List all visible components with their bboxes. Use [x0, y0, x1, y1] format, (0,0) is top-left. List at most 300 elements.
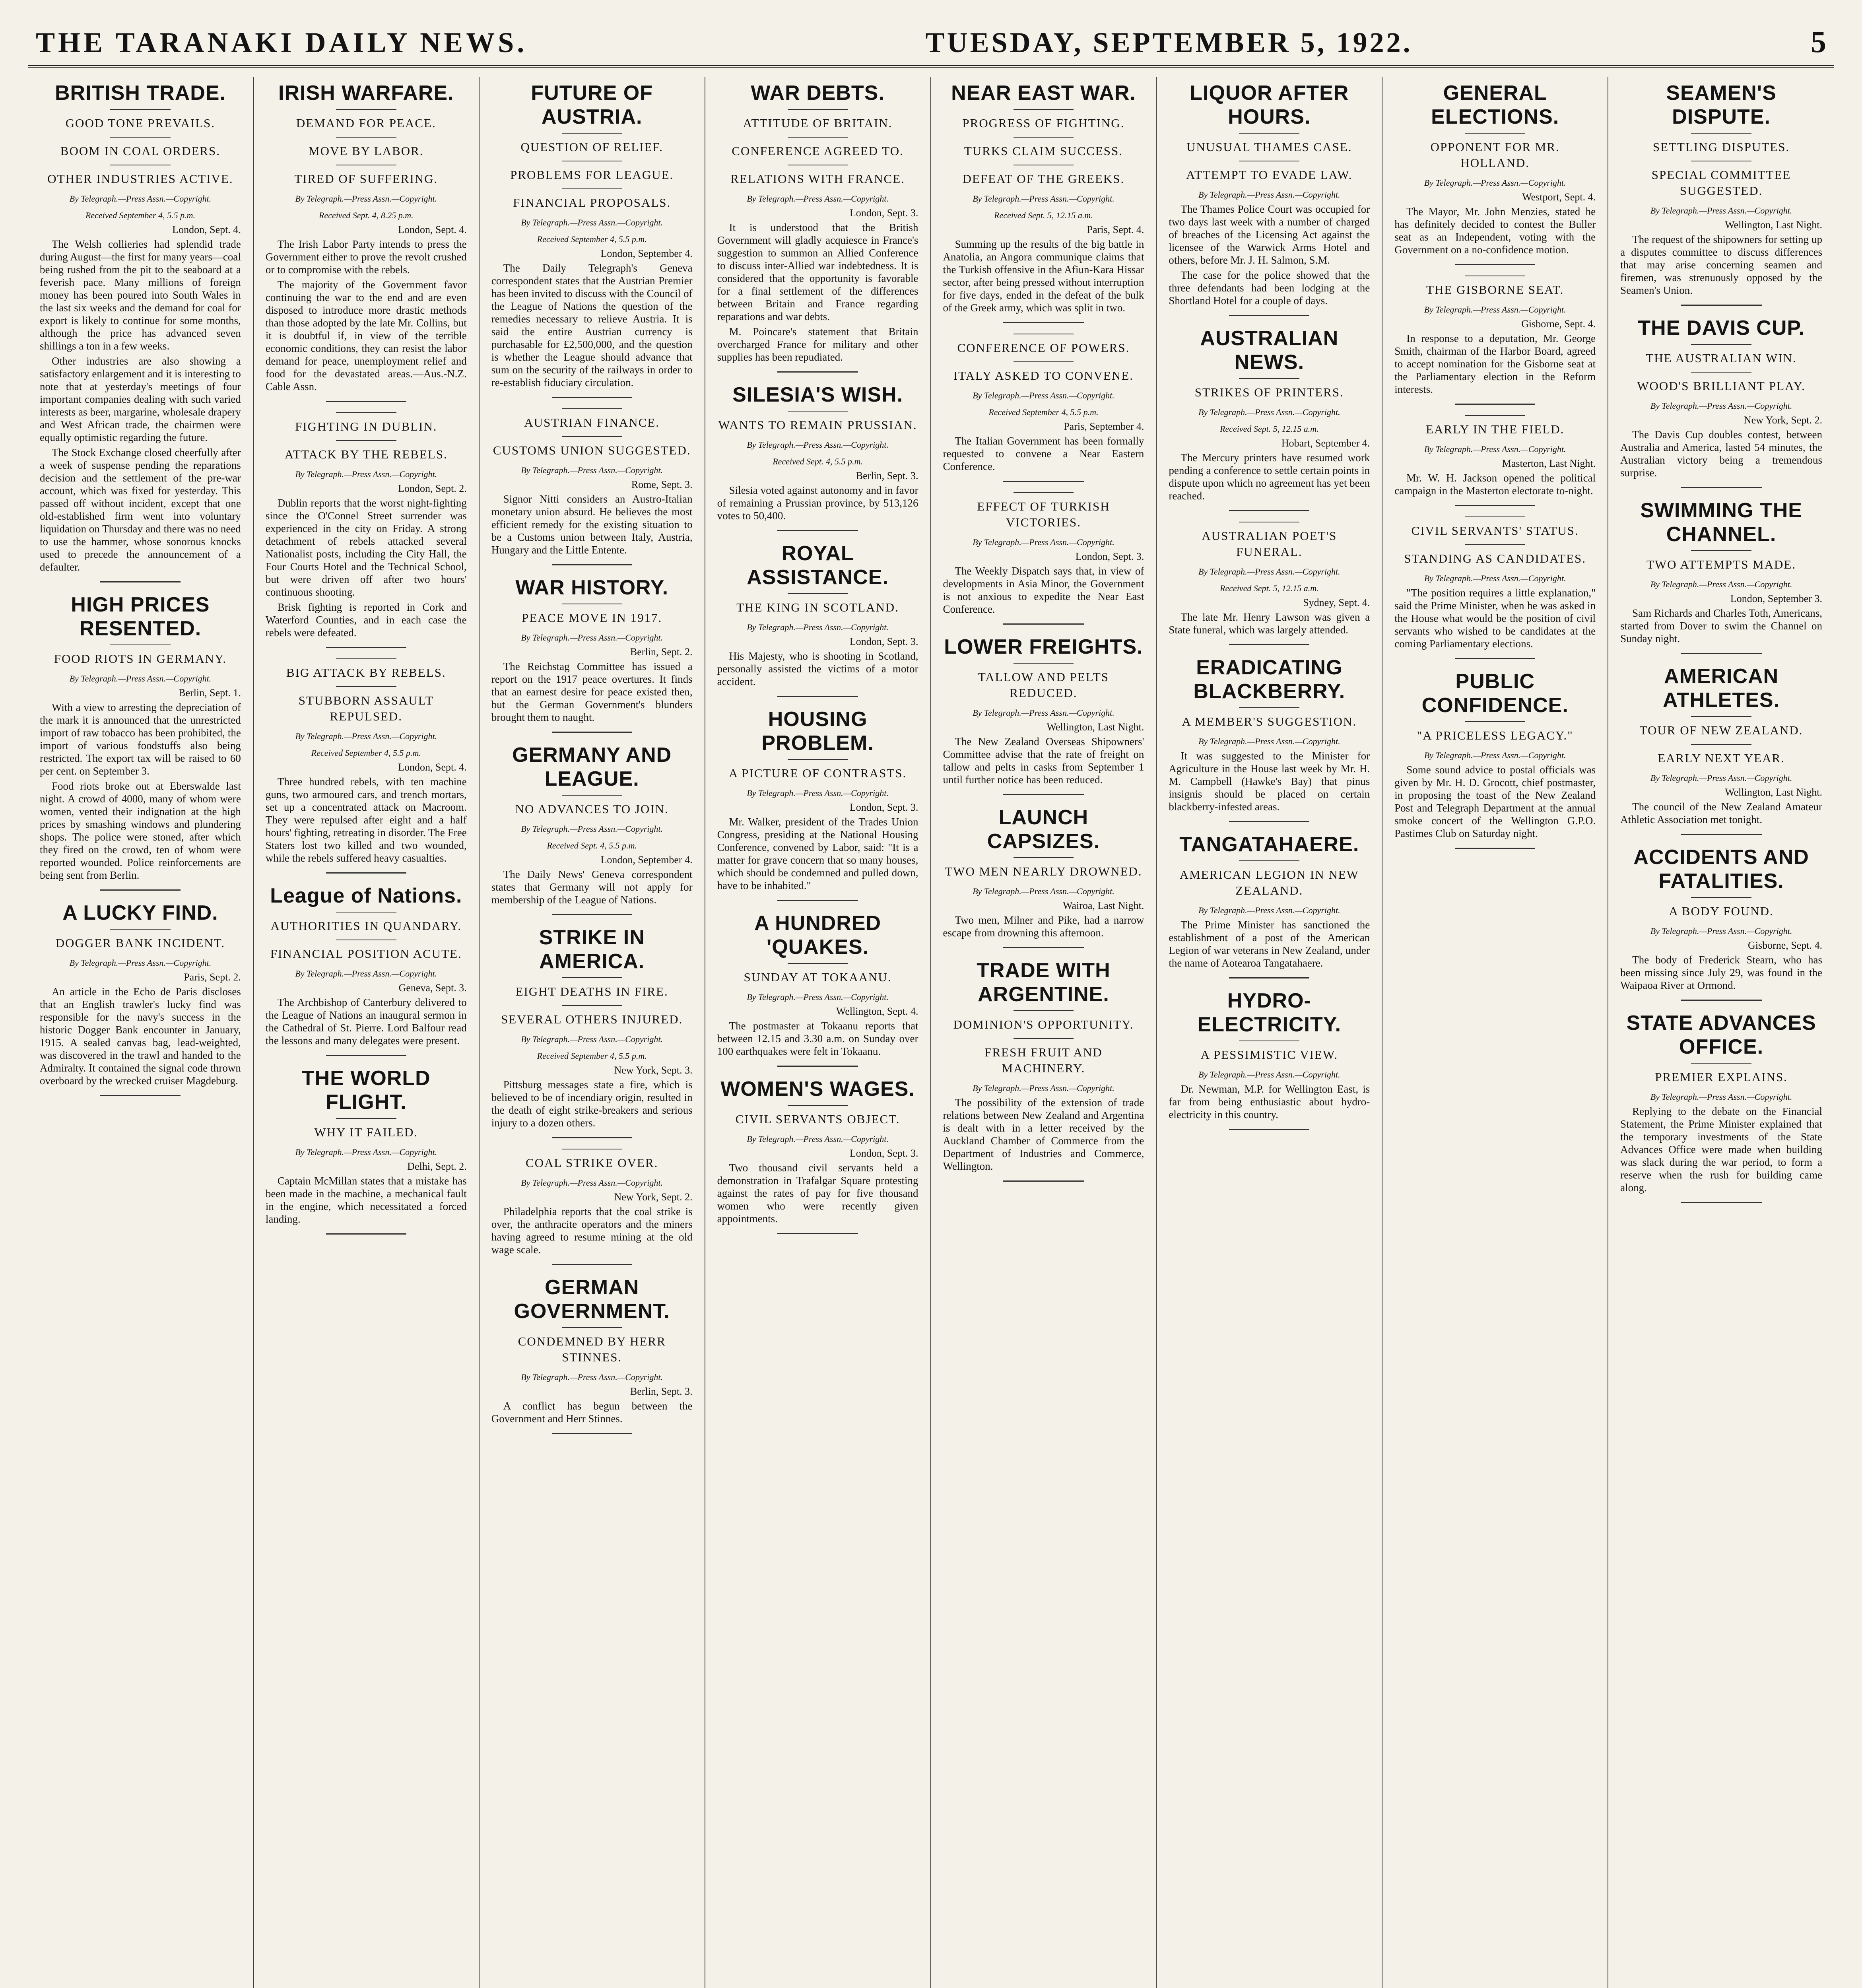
news-columns — [28, 77, 1834, 1988]
byline: By Telegraph.—Press Assn.—Copyright. — [1198, 190, 1340, 200]
article-deck: DOMINION'S OPPORTUNITY. — [953, 1017, 1134, 1031]
body-paragraph: M. Poincare's statement that Britain overcharged France for military and other supplies has been repudiated. — [717, 326, 918, 363]
byline: By Telegraph.—Press Assn.—Copyright. — [973, 390, 1114, 400]
article — [717, 1077, 918, 1234]
article-end-rule — [1681, 1202, 1761, 1203]
article-deck: EFFECT OF TURKISH VICTORIES. — [977, 499, 1110, 529]
article-end-rule — [326, 1055, 406, 1056]
body-paragraph: Signor Nitti considers an Austro-Italian monetary union absurd. He believes the most efficient remedy for the existing situation to be a Customs union between Italy, Austria, Hungary and the Little Entente. — [491, 493, 693, 556]
deck-divider — [1239, 378, 1299, 379]
body-paragraph: The Reichstag Committee has issued a report on the 1917 peace overtures. It finds that an earnest desire for peace existed then, but the German Government's blunders brought them to naught. — [491, 660, 693, 723]
article-deck: AUSTRALIAN POET'S FUNERAL. — [1202, 529, 1337, 559]
deck-divider — [336, 658, 396, 659]
article-deck: EARLY IN THE FIELD. — [1426, 422, 1565, 436]
article-deck: FINANCIAL POSITION ACUTE. — [270, 947, 462, 961]
article-body — [943, 435, 1144, 473]
article — [491, 576, 693, 733]
article-end-rule — [777, 371, 858, 373]
dateline: Wellington, Sept. 4. — [836, 1006, 918, 1017]
byline: By Telegraph.—Press Assn.—Copyright. — [521, 217, 663, 227]
article-deck: TURKS CLAIM SUCCESS. — [964, 144, 1123, 158]
deck-divider — [562, 795, 622, 796]
dateline: Gisborne, Sept. 4. — [1747, 940, 1822, 951]
article — [1394, 81, 1596, 265]
byline: By Telegraph.—Press Assn.—Copyright. — [1650, 206, 1792, 215]
dateline: London, September 4. — [600, 854, 693, 866]
deck-divider — [1691, 344, 1751, 345]
article-deck: THE AUSTRALIAN WIN. — [1646, 351, 1797, 365]
dateline: London, Sept. 2. — [398, 483, 467, 494]
article-end-rule — [326, 401, 406, 402]
byline: By Telegraph.—Press Assn.—Copyright. — [747, 1134, 889, 1144]
article-headline: TANGATAHAERE. — [1179, 833, 1359, 856]
article-headline: WOMEN'S WAGES. — [720, 1077, 915, 1101]
dateline: Hobart, September 4. — [1281, 437, 1370, 449]
body-paragraph: Dublin reports that the worst night-fighting since the O'Connel Street surrender was experienced in the city on Friday. A strong detachment of rebels attacked several Nationalist posts, including the City Hall, the Four Courts Hotel and the Technical School, but were driven off after two hours' continuous shooting. — [265, 497, 467, 598]
article-headline: SILESIA'S WISH. — [732, 383, 903, 406]
article — [40, 81, 241, 582]
article-deck: EIGHT DEATHS IN FIRE. — [515, 984, 668, 998]
body-paragraph: Two men, Milner and Pike, had a narrow escape from drowning this afternoon. — [943, 914, 1144, 939]
column — [254, 77, 480, 1988]
article-end-rule — [777, 530, 858, 531]
article-end-rule — [552, 397, 632, 398]
byline: By Telegraph.—Press Assn.—Copyright. — [1198, 567, 1340, 577]
article-headline: ROYAL ASSISTANCE. — [747, 542, 889, 589]
article-deck: EARLY NEXT YEAR. — [1658, 751, 1785, 765]
article-deck: CUSTOMS UNION SUGGESTED. — [493, 443, 691, 457]
article-body — [1169, 1083, 1370, 1121]
deck-divider — [788, 593, 848, 594]
deck-divider — [336, 137, 396, 138]
article-body — [266, 238, 467, 393]
deck-divider — [1691, 550, 1751, 551]
body-paragraph: The Thames Police Court was occupied for two days last week with a number of charged of breaches of the Licensing Act against the licensee of the Warwick Arms Hotel and others, before Mr. J. H. Salmon, S.M. — [1169, 203, 1370, 266]
article-deck: CONFERENCE AGREED TO. — [732, 144, 904, 158]
byline: By Telegraph.—Press Assn.—Copyright. — [69, 674, 212, 683]
article-body — [1620, 428, 1822, 479]
article — [1169, 522, 1370, 645]
deck-divider — [1239, 860, 1299, 861]
article-end-rule — [1455, 848, 1535, 849]
article-deck: CONDEMNED BY HERR STINNES. — [518, 1334, 666, 1364]
deck-divider — [1239, 133, 1299, 134]
deck-divider — [336, 109, 396, 110]
byline: By Telegraph.—Press Assn.—Copyright. — [1650, 1092, 1792, 1102]
received-line: Received Sept. 5, 12.15 a.m. — [994, 210, 1093, 220]
deck-divider — [788, 411, 848, 412]
body-paragraph: The Mercury printers have resumed work pending a conference to settle certain points in dispute upon which no agreement has yet been reached. — [1169, 452, 1370, 502]
article-headline: ACCIDENTS AND FATALITIES. — [1633, 846, 1809, 893]
article-body — [943, 914, 1144, 939]
body-paragraph: In response to a deputation, Mr. George Smith, chairman of the Harbor Board, agreed to accept nomination for the Gisborne seat at the Parliamentary election in the Reform interests. — [1394, 332, 1596, 395]
deck-divider — [110, 109, 171, 110]
column — [1608, 77, 1834, 1988]
article-deck: NO ADVANCES TO JOIN. — [515, 802, 669, 816]
deck-divider — [336, 1118, 396, 1119]
article-headline: STRIKE IN AMERICA. — [539, 926, 645, 973]
article-deck: AUSTRIAN FINANCE. — [524, 415, 660, 429]
article-deck: TWO MEN NEARLY DROWNED. — [945, 864, 1142, 878]
deck-divider — [788, 137, 848, 138]
dateline: Paris, Sept. 4. — [1087, 224, 1144, 235]
article-end-rule — [552, 1433, 632, 1434]
byline: By Telegraph.—Press Assn.—Copyright. — [1424, 573, 1566, 583]
article — [1169, 326, 1370, 511]
byline: By Telegraph.—Press Assn.—Copyright. — [1198, 736, 1340, 746]
article-deck: RELATIONS WITH FRANCE. — [730, 172, 905, 186]
article-deck: TWO ATTEMPTS MADE. — [1646, 557, 1796, 571]
body-paragraph: Three hundred rebels, with ten machine guns, two armoured cars, and trench mortars, set up a concentrated attack on Macroom. They were repulsed after eight and a half hours' fighting, retreating in disorder. The Free Staters lost two killed and two wounded, while the rebels suffered heavy casualties. — [265, 776, 467, 864]
article-headline: GERMAN GOVERNMENT. — [514, 1276, 670, 1323]
article-end-rule — [777, 1233, 858, 1234]
byline: By Telegraph.—Press Assn.—Copyright. — [1424, 750, 1566, 760]
article-end-rule — [777, 1066, 858, 1067]
article — [1620, 664, 1822, 835]
article — [1169, 989, 1370, 1130]
deck-divider — [1465, 133, 1525, 134]
dateline: Berlin, Sept. 1. — [179, 687, 241, 699]
deck-divider — [788, 759, 848, 760]
body-paragraph: The Welsh collieries had splendid trade during August—the first for many years—coal being rushed from the pit to the seaboard at a feverish pace. Many millions of foreign money has been poured into South Wales in the last six weeks and the demand for coal for export is likely to continue for some months, although the price has advanced seven shillings a ton in a few weeks. — [40, 238, 241, 352]
deck-divider — [110, 929, 171, 930]
article-deck: OTHER INDUSTRIES ACTIVE. — [47, 172, 233, 186]
byline: By Telegraph.—Press Assn.—Copyright. — [973, 708, 1114, 718]
body-paragraph: The Weekly Dispatch says that, in view of developments in Asia Minor, the Government is not anxious to expedite the Near East Conference. — [943, 565, 1144, 615]
column — [1382, 77, 1608, 1988]
article-body — [1169, 451, 1370, 502]
article-body — [717, 815, 918, 892]
article-deck: A BODY FOUND. — [1669, 904, 1774, 918]
article-headline: TRADE WITH ARGENTINE. — [977, 959, 1111, 1006]
article-body — [491, 262, 693, 389]
article — [943, 492, 1144, 625]
byline: By Telegraph.—Press Assn.—Copyright. — [1650, 579, 1792, 589]
article-body — [717, 1019, 918, 1058]
body-paragraph: The late Mr. Henry Lawson was given a State funeral, which was largely attended. — [1169, 611, 1370, 636]
deck-divider — [336, 440, 396, 441]
body-paragraph: Silesia voted against autonomy and in favor of remaining a Prussian province, by 513,126 votes to 50,400. — [717, 484, 918, 522]
dateline: London, Sept. 3. — [849, 1147, 918, 1159]
article-headline: AMERICAN ATHLETES. — [1663, 665, 1780, 712]
article-deck: SETTLING DISPUTES. — [1652, 140, 1790, 154]
article — [266, 1066, 467, 1235]
article-end-rule — [1455, 264, 1535, 265]
article-deck: FINANCIAL PROPOSALS. — [513, 196, 671, 210]
article-deck: DOGGER BANK INCIDENT. — [55, 936, 225, 950]
byline: By Telegraph.—Press Assn.—Copyright. — [747, 992, 889, 1002]
received-line: Received Sept. 4, 5.5 p.m. — [773, 456, 863, 466]
article-headline: NEAR EAST WAR. — [951, 82, 1136, 105]
body-paragraph: Food riots broke out at Eberswalde last night. A crowd of 4000, many of whom were women, vented their indignation at the high prices by smashing windows and plundering shops. The police were stoned, after which they fired on the crowd, ten of whom were reported wounded. Police reinforcements are being sent from Berlin. — [40, 780, 241, 881]
article — [491, 743, 693, 915]
article-deck: QUESTION OF RELIEF. — [520, 140, 663, 154]
body-paragraph: Two thousand civil servants held a demonstration in Trafalgar Square protesting against the rates of pay for five thousand women who were recently given appointments. — [717, 1162, 918, 1225]
article-body — [1394, 763, 1596, 840]
article-headline: GERMANY AND LEAGUE. — [512, 744, 672, 790]
article — [717, 383, 918, 531]
byline: By Telegraph.—Press Assn.—Copyright. — [521, 1034, 663, 1044]
article-deck: STRIKES OF PRINTERS. — [1194, 385, 1344, 399]
dateline: London, Sept. 3. — [849, 207, 918, 219]
article — [1394, 670, 1596, 849]
article-end-rule — [326, 1233, 406, 1235]
article-deck: CIVIL SERVANTS OBJECT. — [735, 1112, 900, 1126]
article-end-rule — [1681, 487, 1761, 488]
byline: By Telegraph.—Press Assn.—Copyright. — [295, 469, 437, 479]
byline: By Telegraph.—Press Assn.—Copyright. — [295, 969, 437, 978]
deck-divider — [1014, 1010, 1074, 1011]
article-headline: ERADICATING BLACKBERRY. — [1193, 656, 1346, 703]
article-end-rule — [1229, 821, 1309, 822]
article-end-rule — [1681, 305, 1761, 306]
article — [40, 593, 241, 891]
body-paragraph: The case for the police showed that the three defendants had been lodging at the Shortland Hotel for a couple of days. — [1169, 269, 1370, 307]
article — [266, 884, 467, 1056]
article-end-rule — [552, 732, 632, 733]
article-end-rule — [1003, 623, 1083, 625]
article-end-rule — [1455, 404, 1535, 405]
deck-divider — [1465, 516, 1525, 517]
article-headline: LAUNCH CAPSIZES. — [987, 806, 1100, 853]
dateline: Masterton, Last Night. — [1502, 458, 1596, 469]
dateline: Berlin, Sept. 2. — [630, 646, 693, 658]
dateline: New York, Sept. 2. — [1744, 414, 1822, 426]
article-deck: ATTEMPT TO EVADE LAW. — [1186, 168, 1353, 182]
byline: By Telegraph.—Press Assn.—Copyright. — [295, 194, 437, 204]
article-body — [1620, 233, 1822, 297]
article-deck: PREMIER EXPLAINS. — [1655, 1070, 1788, 1084]
body-paragraph: The postmaster at Tokaanu reports that between 12.15 and 3.30 a.m. on Sunday over 100 earthquakes were felt in Tokaanu. — [717, 1020, 918, 1057]
article — [1620, 316, 1822, 488]
article-deck: ITALY ASKED TO CONVENE. — [953, 369, 1134, 382]
article-headline: WAR DEBTS. — [751, 82, 885, 105]
article-body — [266, 996, 467, 1047]
deck-divider — [1014, 492, 1074, 493]
article-deck: FOOD RIOTS IN GERMANY. — [54, 652, 227, 666]
article — [1394, 276, 1596, 405]
body-paragraph: The council of the New Zealand Amateur Athletic Association met tonight. — [1620, 801, 1822, 825]
article-deck: AMERICAN LEGION IN NEW ZEALAND. — [1179, 868, 1359, 897]
article — [1169, 81, 1370, 316]
deck-divider — [1691, 372, 1751, 373]
byline: By Telegraph.—Press Assn.—Copyright. — [521, 824, 663, 834]
body-paragraph: With a view to arresting the depreciation of the mark it is announced that the unrestricted import of raw tobacco has been prohibited, the import of various foodstuffs also being restricted. The export tax will be raised to 60 per cent. on September 3. — [40, 701, 241, 777]
article-deck: FIGHTING IN DUBLIN. — [295, 419, 437, 433]
byline: By Telegraph.—Press Assn.—Copyright. — [521, 465, 663, 475]
article-deck: BIG ATTACK BY REBELS. — [286, 666, 446, 679]
article-deck: A MEMBER'S SUGGESTION. — [1182, 714, 1357, 728]
deck-divider — [1014, 109, 1074, 110]
article-headline: LIQUOR AFTER HOURS. — [1190, 82, 1349, 128]
article-deck: DEFEAT OF THE GREEKS. — [962, 172, 1125, 186]
article-deck: GOOD TONE PREVAILS. — [65, 116, 216, 130]
received-line: Received Sept. 5, 12.15 a.m. — [1219, 424, 1319, 434]
dateline: London, Sept. 3. — [849, 636, 918, 647]
article-deck: WANTS TO REMAIN PRUSSIAN. — [718, 418, 917, 432]
byline: By Telegraph.—Press Assn.—Copyright. — [1198, 905, 1340, 915]
article-deck: SEVERAL OTHERS INJURED. — [501, 1012, 683, 1026]
deck-divider — [1465, 721, 1525, 722]
article-headline: LOWER FREIGHTS. — [944, 635, 1143, 658]
column — [705, 77, 931, 1988]
article-deck: OPPONENT FOR MR. HOLLAND. — [1430, 140, 1560, 170]
body-paragraph: The Stock Exchange closed cheerfully after a week of suspense pending the reparations decision and the settlement of the pre-war account, which was fixed for yesterday. This passed off without incident, except that one old-established firm went into voluntary liquidation on Thursday and there was no need to use the hammer, whose sonorous knocks used to precede the announcement of a defaulter. — [40, 447, 241, 573]
article — [717, 81, 918, 373]
byline: By Telegraph.—Press Assn.—Copyright. — [973, 537, 1114, 547]
article-headline: PUBLIC CONFIDENCE. — [1421, 670, 1569, 717]
body-paragraph: His Majesty, who is shooting in Scotland, personally assisted the victims of a motor accident. — [717, 650, 918, 687]
article-body — [1394, 205, 1596, 256]
article-deck: PROBLEMS FOR LEAGUE. — [510, 168, 674, 182]
dateline: London, Sept. 4. — [398, 761, 467, 773]
article — [1620, 845, 1822, 1001]
article-end-rule — [552, 914, 632, 915]
article-deck: "A PRICELESS LEGACY." — [1417, 728, 1573, 742]
article-headline: League of Nations. — [270, 884, 462, 907]
article-body — [717, 221, 918, 363]
article-headline: SWIMMING THE CHANNEL. — [1640, 499, 1802, 546]
received-line: Received Sept. 4, 8.25 p.m. — [318, 210, 414, 220]
article-deck: TIRED OF SUFFERING. — [294, 172, 438, 186]
article — [1620, 499, 1822, 654]
column — [28, 77, 254, 1988]
byline: By Telegraph.—Press Assn.—Copyright. — [1424, 444, 1566, 454]
article-deck: DEMAND FOR PEACE. — [296, 116, 436, 130]
article-deck: ATTITUDE OF BRITAIN. — [743, 116, 893, 130]
article-headline: FUTURE OF AUSTRIA. — [531, 82, 653, 128]
article-deck: A PICTURE OF CONTRASTS. — [728, 766, 907, 780]
received-line: Received Sept. 4, 5.5 p.m. — [547, 841, 637, 850]
article-end-rule — [552, 1264, 632, 1265]
deck-divider — [788, 963, 848, 964]
dateline: London, Sept. 3. — [1075, 551, 1144, 562]
article — [943, 959, 1144, 1182]
byline: By Telegraph.—Press Assn.—Copyright. — [521, 1178, 663, 1188]
body-paragraph: The Prime Minister has sanctioned the establishment of a post of the American Legion of war veterans in New Zealand, under the name of Aotearoa Tangatahaere. — [1169, 919, 1370, 969]
article-deck: BOOM IN COAL ORDERS. — [60, 144, 221, 158]
deck-divider — [1014, 663, 1074, 664]
byline: By Telegraph.—Press Assn.—Copyright. — [69, 194, 212, 204]
dateline: Geneva, Sept. 3. — [398, 982, 467, 994]
article-headline: THE WORLD FLIGHT. — [301, 1067, 431, 1114]
article-body — [1620, 1105, 1822, 1194]
body-paragraph: The Daily News' Geneva correspondent states that Germany will not apply for membership of the League of Nations. — [491, 868, 693, 906]
article-deck: ATTACK BY THE REBELS. — [284, 447, 448, 461]
deck-divider — [1014, 857, 1074, 858]
article — [717, 542, 918, 697]
article-end-rule — [1003, 481, 1083, 482]
article-body — [491, 868, 693, 906]
byline: By Telegraph.—Press Assn.—Copyright. — [1424, 305, 1566, 315]
body-paragraph: Pittsburg messages state a fire, which is believed to be of incendiary origin, resulted in the death of eight strike-breakers and serious injury to a dozen others. — [491, 1079, 693, 1129]
byline: By Telegraph.—Press Assn.—Copyright. — [747, 440, 889, 450]
article-deck: SUNDAY AT TOKAANU. — [744, 970, 892, 984]
dateline: Berlin, Sept. 3. — [856, 470, 918, 481]
deck-divider — [562, 188, 622, 189]
article-body — [1394, 332, 1596, 396]
article-headline: HYDRO-ELECTRICITY. — [1197, 989, 1342, 1036]
deck-divider — [1014, 361, 1074, 362]
article — [943, 81, 1144, 323]
deck-divider — [1691, 1063, 1751, 1064]
column — [480, 77, 705, 1988]
article-body — [1620, 953, 1822, 992]
article — [266, 81, 467, 402]
deck-divider — [1465, 544, 1525, 545]
deck-divider — [336, 686, 396, 687]
article-headline: BRITISH TRADE. — [54, 82, 226, 105]
article-deck: CIVIL SERVANTS' STATUS. — [1411, 524, 1579, 538]
body-paragraph: "The position requires a little explanation," said the Prime Minister, when he was asked in the House what would be the position of civil servants who wished to be candidates at the coming Parliamentary elections. — [1394, 587, 1596, 650]
article — [491, 81, 693, 398]
article-headline: IRISH WARFARE. — [278, 82, 454, 105]
deck-divider — [788, 1105, 848, 1106]
article — [491, 1276, 693, 1434]
article-deck: A PESSIMISTIC VIEW. — [1200, 1048, 1338, 1062]
article — [266, 658, 467, 874]
article-end-rule — [1681, 1000, 1761, 1001]
article — [491, 1149, 693, 1265]
article-end-rule — [1229, 977, 1309, 978]
body-paragraph: Summing up the results of the big battle in Anatolia, an Angora communique claims that the Turkish offensive in the Afiun-Kara Hissar sector, after being pressed without interruption for five days, ended in the defeat of the bulk of the Greek army, which was split in two. — [943, 238, 1144, 314]
article-headline: AUSTRALIAN NEWS. — [1200, 327, 1339, 374]
article-end-rule — [1229, 644, 1309, 645]
article-deck: PEACE MOVE IN 1917. — [522, 611, 662, 625]
article-body — [1169, 611, 1370, 636]
article-deck: FRESH FRUIT AND MACHINERY. — [984, 1045, 1103, 1075]
page-number: 5 — [1810, 24, 1826, 59]
received-line: Received September 4, 5.5 p.m. — [988, 407, 1099, 417]
byline: By Telegraph.—Press Assn.—Copyright. — [1198, 407, 1340, 417]
byline: By Telegraph.—Press Assn.—Copyright. — [973, 194, 1114, 204]
dateline: London, Sept. 3. — [849, 802, 918, 813]
column — [931, 77, 1157, 1988]
article — [491, 926, 693, 1138]
byline: By Telegraph.—Press Assn.—Copyright. — [973, 886, 1114, 896]
body-paragraph: Captain McMillan states that a mistake has been made in the machine, a mechanical fault in the engine, which necessitated a forced landing. — [265, 1175, 467, 1225]
article-end-rule — [777, 696, 858, 697]
dateline: Paris, Sept. 2. — [184, 971, 241, 983]
received-line: Received September 4, 5.5 p.m. — [537, 1051, 647, 1061]
article-deck: MOVE BY LABOR. — [309, 144, 424, 158]
article-end-rule — [1681, 653, 1761, 654]
byline: By Telegraph.—Press Assn.—Copyright. — [69, 958, 212, 968]
dateline: Gisborne, Sept. 4. — [1521, 318, 1596, 330]
body-paragraph: Some sound advice to postal officials was given by Mr. H. D. Grocott, chief postmaster, in proposing the toast of the New Zealand Post and Telegraph Department at the annual smoke concert of the Wellington G.P.O. Pastimes Club on Saturday night. — [1394, 764, 1596, 839]
article-deck: STANDING AS CANDIDATES. — [1404, 551, 1586, 565]
article — [717, 911, 918, 1067]
article-headline: GENERAL ELECTIONS. — [1431, 82, 1559, 128]
body-paragraph: The Daily Telegraph's Geneva correspondent states that the Austrian Premier has been invited to discuss with the Council of the League of Nations the question of the remedies necessary to relieve Austria. It is said the entire Austrian currency is purchasable for £2,500,000, and the question is whether the League should advance that sum on the security of the railways in order to re-establish fiduciary circulation. — [491, 262, 693, 388]
deck-divider — [1691, 133, 1751, 134]
body-paragraph: Philadelphia reports that the coal strike is over, the anthracite operators and the miners having agreed to resume mining at the old wage scale. — [491, 1206, 693, 1256]
article-headline: STATE ADVANCES OFFICE. — [1626, 1011, 1816, 1058]
received-line: Received Sept. 5, 12.15 a.m. — [1219, 583, 1319, 593]
article-body — [491, 1400, 693, 1425]
article-deck: CONFERENCE OF POWERS. — [957, 341, 1130, 355]
body-paragraph: The possibility of the extension of trade relations between New Zealand and Argentina is dealt with in a letter received by the Auckland Chamber of Commerce from the Department of Industries and Commerce, Wellington. — [943, 1097, 1144, 1172]
byline: By Telegraph.—Press Assn.—Copyright. — [521, 1372, 663, 1382]
byline: By Telegraph.—Press Assn.—Copyright. — [1198, 1070, 1340, 1079]
deck-divider — [562, 133, 622, 134]
article-end-rule — [326, 647, 406, 648]
article-body — [1394, 472, 1596, 497]
dateline: London, September 3. — [1730, 593, 1822, 604]
body-paragraph: Brisk fighting is reported in Cork and Waterford Counties, and in each case the rebels were defeated. — [265, 601, 467, 639]
article-body — [943, 565, 1144, 615]
deck-divider — [562, 436, 622, 437]
